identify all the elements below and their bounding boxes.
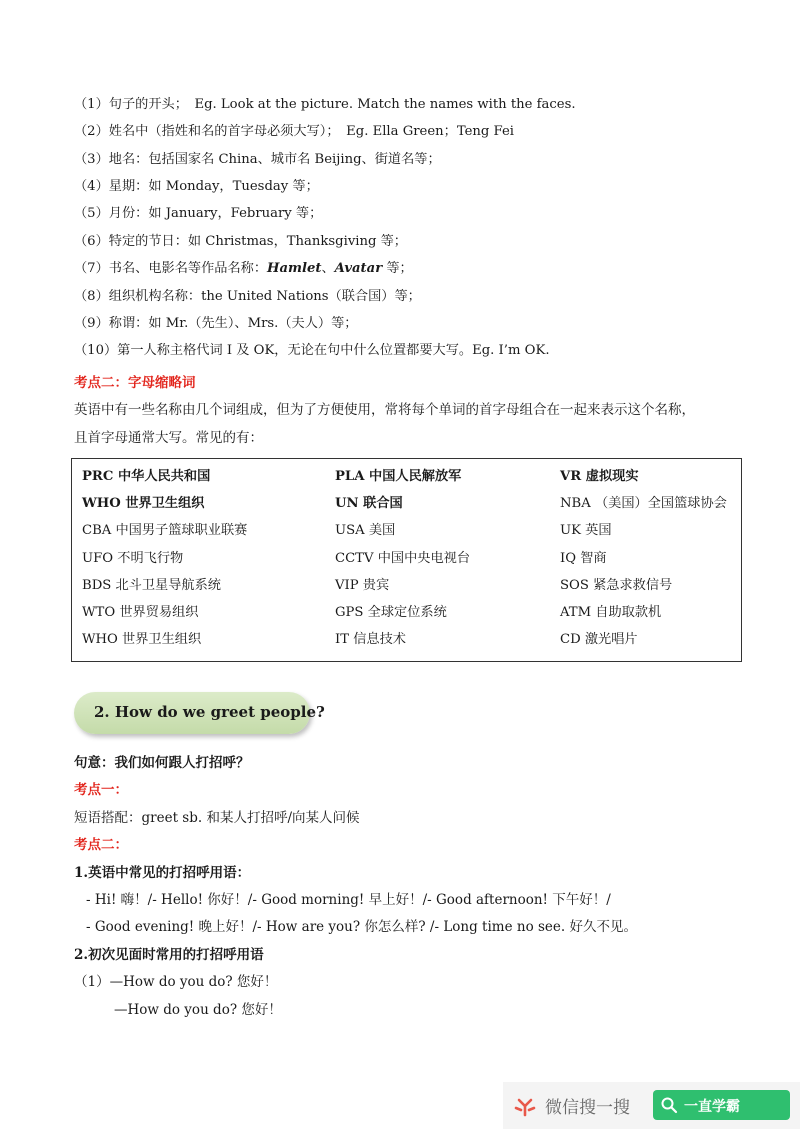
abbr-cell: WHO 世界卫生组织	[82, 496, 205, 511]
wechat-search-text: 微信搜一搜	[545, 1098, 630, 1118]
greetings-subtitle-2: 2.初次见面时常用的打招呼用语	[74, 947, 264, 963]
abbr-cell: VR 虚拟现实	[560, 469, 639, 484]
abbr-cell: UK 英国	[560, 523, 612, 538]
greetings-line-1: - Hi! 嗨！/- Hello! 你好！/- Good morning! 早上好！/- Good afternoon! 下午好！/	[86, 892, 611, 908]
rule7-suffix: 等；	[382, 261, 413, 276]
rule7-work-avatar: Avatar	[334, 261, 383, 276]
rule-line-10: （10）第一人称主格代词 I 及 OK，无论在句中什么位置都要大写。Eg. I’m OK.	[74, 343, 550, 358]
rule7-separator: 、	[321, 261, 335, 276]
dialog-line-2: —How do you do? 您好！	[114, 1002, 282, 1018]
abbr-cell: ATM 自助取款机	[560, 605, 662, 620]
abbr-cell: UFO 不明飞行物	[82, 551, 184, 566]
rule7-prefix: （7）书名、电影名等作品名称：	[74, 261, 268, 276]
rule-line-4: （4）星期：如 Monday，Tuesday 等；	[74, 179, 319, 194]
abbr-intro-line-1: 英语中有一些名称由几个词组成，但为了方便使用，常将每个单词的首字母组合在一起来表示这个名称，	[74, 402, 695, 418]
abbr-cell: VIP 贵宾	[335, 578, 390, 593]
rule-line-8: （8）组织机构名称：the United Nations（联合国）等；	[74, 289, 421, 304]
rule-line-9: （9）称谓：如 Mr.（先生）、Mrs.（夫人）等；	[74, 316, 358, 331]
abbr-section-heading: 考点二：字母缩略词	[74, 375, 196, 391]
sentence-meaning: 句意：我们如何跟人打招呼？	[74, 755, 250, 771]
abbr-cell: PRC 中华人民共和国	[82, 469, 211, 484]
abbr-cell: NBA （美国）全国篮球协会	[560, 496, 727, 511]
search-icon	[660, 1096, 678, 1114]
abbr-cell: USA 美国	[335, 523, 396, 538]
abbr-cell: IT 信息技术	[335, 632, 406, 647]
point-2-heading: 考点二：	[74, 837, 128, 853]
wechat-account-name: 一直学霸	[684, 1099, 740, 1115]
abbr-cell: CD 激光唱片	[560, 632, 638, 647]
abbr-cell: WTO 世界贸易组织	[82, 605, 199, 620]
rule-line-1: （1）句子的开头； Eg. Look at the picture. Match the names with the faces.	[74, 97, 576, 112]
dialog-line-1: （1）—How do you do? 您好！	[74, 974, 278, 990]
abbr-cell: CCTV 中国中央电视台	[335, 551, 471, 566]
rule-line-3: （3）地名：包括国家名 China、城市名 Beijing、街道名等；	[74, 152, 441, 167]
abbr-cell: SOS 紧急求救信号	[560, 578, 673, 593]
point-1-heading: 考点一：	[74, 782, 128, 798]
abbr-cell: IQ 智商	[560, 551, 607, 566]
rule-line-6: （6）特定的节日：如 Christmas，Thanksgiving 等；	[74, 234, 407, 249]
greetings-subtitle-1: 1.英语中常见的打招呼用语：	[74, 865, 251, 881]
abbr-intro-line-2: 且首字母通常大写。常见的有：	[74, 430, 263, 446]
rule-line-5: （5）月份：如 January，February 等；	[74, 206, 323, 221]
abbr-cell: PLA 中国人民解放军	[335, 469, 462, 484]
phrase-collocation: 短语搭配：greet sb. 和某人打招呼/向某人问候	[74, 810, 360, 826]
wechat-search-logo-icon	[511, 1091, 539, 1119]
rule-line-2: （2）姓名中（指姓和名的首字母必须大写）； Eg. Ella Green；Teng Fei	[74, 124, 514, 139]
abbr-cell: UN 联合国	[335, 496, 403, 511]
abbr-cell: WHO 世界卫生组织	[82, 632, 202, 647]
abbr-cell: BDS 北斗卫星导航系统	[82, 578, 221, 593]
abbr-cell: CBA 中国男子篮球职业联赛	[82, 523, 248, 538]
section-2-title: 2. How do we greet people?	[94, 703, 325, 721]
greetings-line-2: - Good evening! 晚上好！/- How are you? 你怎么样? /- Long time no see. 好久不见。	[86, 919, 637, 935]
abbr-cell: GPS 全球定位系统	[335, 605, 447, 620]
rule7-work-hamlet: Hamlet	[267, 261, 322, 276]
rule-line-7	[74, 260, 413, 278]
